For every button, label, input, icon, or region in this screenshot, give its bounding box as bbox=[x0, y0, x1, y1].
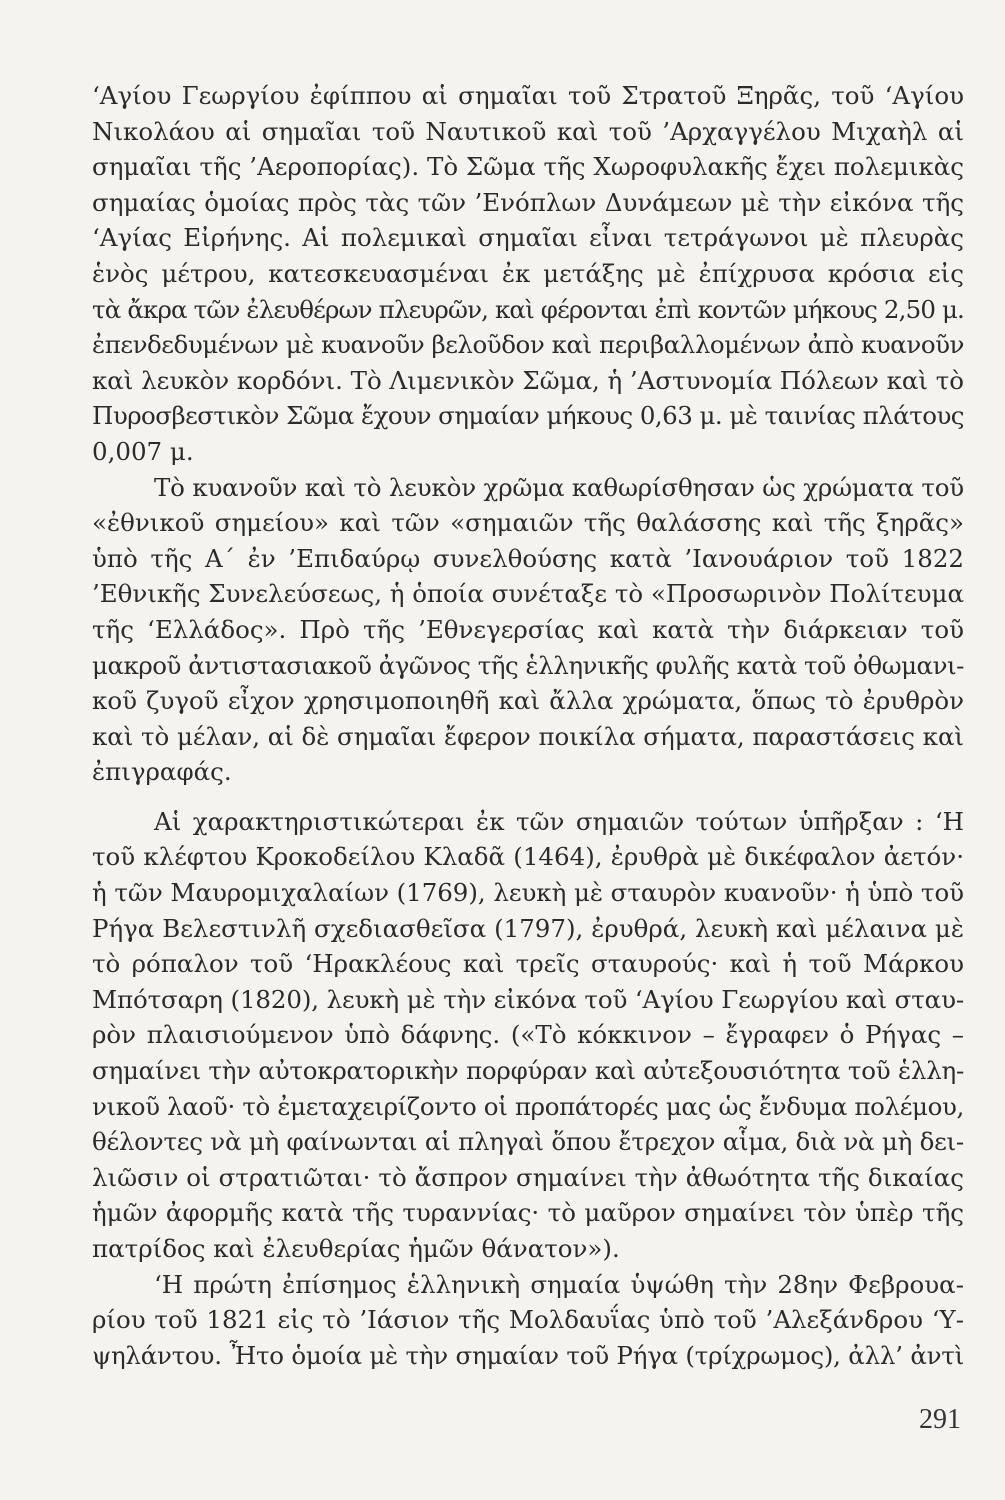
text-line: ἑνὸς μέτρου, κατεσκευασμέναι ἐκ μετάξης μὲ ἐπίχρυσα κρόσια εἰς bbox=[92, 258, 964, 288]
text-line: νικοῦ λαοῦ· τὸ ἐμεταχειρίζοντο οἱ προπάτορές μας ὡς ἔνδυμα πολέμου, bbox=[92, 1091, 964, 1121]
text-line: ’Εθνικῆς Συνελεύσεως, ἡ ὁποία συνέταξε τὸ «Προσωρινὸν Πολίτευμα bbox=[92, 579, 965, 609]
text-line: ἐπιγραφάς. bbox=[92, 757, 232, 787]
text-line: μακροῦ ἀντιστασιακοῦ ἀγῶνος τῆς ἑλληνικῆς φυλῆς κατὰ τοῦ ὀθωμανι- bbox=[92, 650, 964, 680]
text-line: σημαῖαι τῆς ’Αεροπορίας). Τὸ Σῶμα τῆς Χωροφυλακῆς ἔχει πολεμικὰς bbox=[92, 152, 964, 182]
paragraph-1 bbox=[92, 78, 964, 470]
text-line: Μπότσαρη (1820), λευκὴ μὲ τὴν εἰκόνα τοῦ ‘Αγίου Γεωργίου καὶ σταυ- bbox=[92, 984, 964, 1014]
text-line: ψηλάντου. Ἦτο ὁμοία μὲ τὴν σημαίαν τοῦ Ρήγα (τρίχρωμος), ἀλλ’ ἀντὶ bbox=[92, 1340, 964, 1370]
text-line: ρίου τοῦ 1821 εἰς τὸ ’Ιάσιον τῆς Μολδαυΐας ὑπὸ τοῦ ’Αλεξάνδρου ‘Υ- bbox=[92, 1305, 964, 1335]
text-line: ἡμῶν ἀφορμῆς κατὰ τῆς τυραννίας· τὸ μαῦρον σημαίνει τὸν ὑπὲρ τῆς bbox=[92, 1198, 964, 1228]
text-line: λιῶσιν οἱ στρατιῶται· τὸ ἄσπρον σημαίνει τὴν ἀθωότητα τῆς δικαίας bbox=[92, 1162, 964, 1192]
text-line: τὰ ἄκρα τῶν ἐλευθέρων πλευρῶν, καὶ φέρονται ἐπὶ κοντῶν μήκους 2,50 μ. bbox=[92, 294, 964, 324]
text-line: Ρήγα Βελεστινλῆ σχεδιασθεῖσα (1797), ἐρυθρά, λευκὴ καὶ μέλαινα μὲ bbox=[92, 913, 964, 943]
text-line: πατρίδος καὶ ἐλευθερίας ἡμῶν θάνατον»). bbox=[92, 1234, 620, 1263]
text-line: τοῦ κλέφτου Κροκοδείλου Κλαδᾶ (1464), ἐρυθρὰ μὲ δικέφαλον ἀετόν· bbox=[92, 842, 964, 872]
text-line: Πυροσβεστικὸν Σῶμα ἔχουν σημαίαν μήκους 0,63 μ. μὲ ταινίας πλάτους bbox=[92, 401, 964, 431]
text-line: ἐπενδεδυμένων μὲ κυανοῦν βελοῦδον καὶ περιβαλλομένων ἀπὸ κυανοῦν bbox=[92, 330, 964, 360]
text-line: 0,007 μ. bbox=[92, 436, 194, 466]
text-line: κοῦ ζυγοῦ εἶχον χρησιμοποιηθῆ καὶ ἄλλα χρώματα, ὅπως τὸ ἐρυθρὸν bbox=[92, 686, 964, 716]
text-line: καὶ τὸ μέλαν, αἱ δὲ σημαῖαι ἔφερον ποικίλα σήματα, παραστάσεις καὶ bbox=[92, 721, 964, 751]
text-line: Νικολάου αἱ σημαῖαι τοῦ Ναυτικοῦ καὶ τοῦ ’Αρχαγγέλου Μιχαὴλ αἱ bbox=[92, 116, 964, 146]
text-line: θέλοντες νὰ μὴ φαίνωνται αἱ πληγαὶ ὅπου ἔτρεχον αἷμα, διὰ νὰ μὴ δει- bbox=[92, 1127, 964, 1157]
text-line: ‘Αγίας Εἰρήνης. Αἱ πολεμικαὶ σημαῖαι εἶναι τετράγωνοι μὲ πλευρὰς bbox=[92, 223, 964, 253]
paragraph-4 bbox=[92, 1267, 964, 1374]
text-line: Αἱ χαρακτηριστικώτεραι ἐκ τῶν σημαιῶν τούτων ὑπῆρξαν : ‘Η bbox=[154, 806, 964, 836]
text-line: ‘Αγίου Γεωργίου ἐφίππου αἱ σημαῖαι τοῦ Στρατοῦ Ξηρᾶς, τοῦ ‘Αγίου bbox=[92, 81, 964, 110]
text-line: ὑπὸ τῆς Α΄ ἐν ’Επιδαύρῳ συνελθούσης κατὰ ’Ιανουάριον τοῦ 1822 bbox=[92, 543, 964, 573]
paragraph-3 bbox=[92, 804, 964, 1267]
text-line: τῆς ‘Ελλάδος». Πρὸ τῆς ’Εθνεγερσίας καὶ κατὰ τὴν διάρκειαν τοῦ bbox=[92, 614, 964, 644]
text-line: ‘Η πρώτη ἐπίσημος ἑλληνικὴ σημαία ὑψώθη τὴν 28ην Φεβρουα- bbox=[154, 1269, 964, 1299]
page-body bbox=[92, 78, 964, 1373]
text-line: καὶ λευκὸν κορδόνι. Τὸ Λιμενικὸν Σῶμα, ἡ ’Αστυνομία Πόλεων καὶ τὸ bbox=[92, 365, 964, 395]
text-line: σημαίας ὁμοίας πρὸς τὰς τῶν ’Ενόπλων Δυνάμεων μὲ τὴν εἰκόνα τῆς bbox=[92, 187, 964, 217]
text-line: τὸ ρόπαλον τοῦ ‘Ηρακλέους καὶ τρεῖς σταυρούς· καὶ ἡ τοῦ Μάρκου bbox=[92, 949, 964, 979]
paragraph-2 bbox=[92, 470, 964, 790]
paragraph-gap bbox=[92, 790, 964, 804]
page-number: 291 bbox=[919, 1404, 961, 1435]
text-line: Τὸ κυανοῦν καὶ τὸ λευκὸν χρῶμα καθωρίσθησαν ὡς χρώματα τοῦ bbox=[154, 472, 964, 502]
text-line: ἡ τῶν Μαυρομιχαλαίων (1769), λευκὴ μὲ σταυρὸν κυανοῦν· ἡ ὑπὸ τοῦ bbox=[92, 878, 964, 908]
text-line: σημαίνει τὴν αὐτοκρατορικὴν πορφύραν καὶ αὐτεξουσιότητα τοῦ ἑλλη- bbox=[92, 1056, 964, 1086]
text-line: ρὸν πλαισιούμενον ὑπὸ δάφνης. («Τὸ κόκκινον – ἔγραφεν ὁ Ρήγας – bbox=[92, 1020, 964, 1050]
text-line: «ἐθνικοῦ σημείου» καὶ τῶν «σημαιῶν τῆς θαλάσσης καὶ τῆς ξηρᾶς» bbox=[92, 508, 964, 538]
